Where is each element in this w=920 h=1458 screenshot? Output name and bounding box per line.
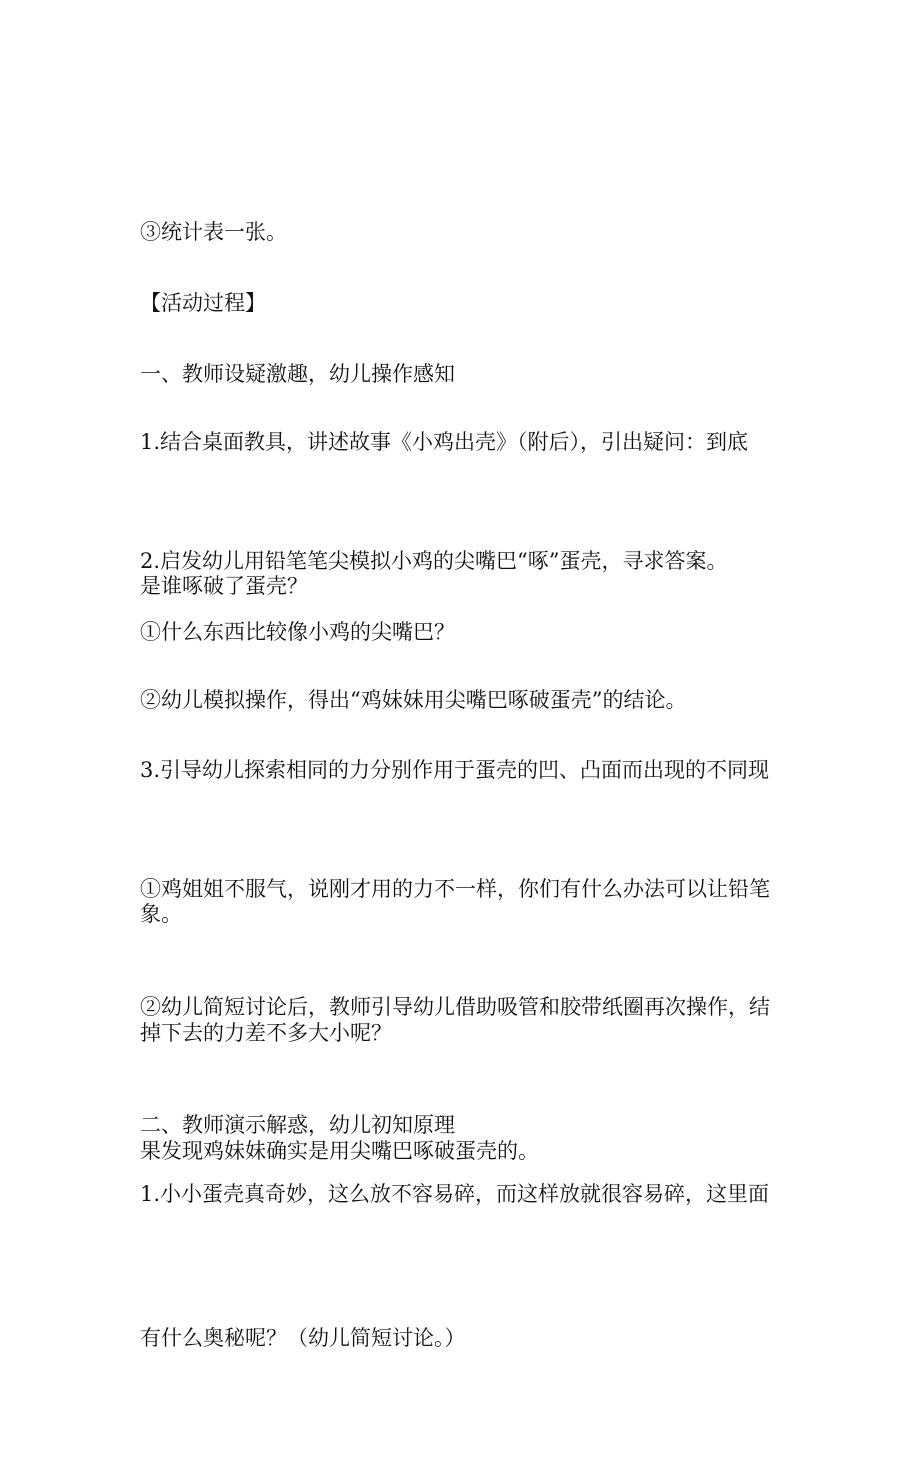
paragraph-line: 果发现鸡妹妹确实是用尖嘴巴啄破蛋壳的。: [140, 1139, 539, 1163]
paragraph-line: 1.结合桌面教具，讲述故事《小鸡出壳》（附后），引出疑问：到底: [140, 430, 749, 454]
paragraph-line: 象。: [140, 902, 182, 926]
paragraph-line: 二、教师演示解惑，幼儿初知原理: [140, 1113, 455, 1137]
paragraph-line: ②幼儿模拟操作，得出“鸡妹妹用尖嘴巴啄破蛋壳”的结论。: [140, 688, 687, 712]
paragraph-line: 【活动过程】: [140, 291, 266, 315]
paragraph-line: 是谁啄破了蛋壳？: [140, 574, 308, 598]
paragraph-line: 有什么奥秘呢？（幼儿简短讨论。）: [140, 1326, 466, 1350]
paragraph-line: 掉下去的力差不多大小呢？: [140, 1021, 392, 1045]
paragraph-line: 一、教师设疑激趣，幼儿操作感知: [140, 362, 455, 386]
paragraph-line: 3.引导幼儿探索相同的力分别作用于蛋壳的凹、凸面而出现的不同现: [140, 758, 770, 782]
paragraph-line: 1.小小蛋壳真奇妙，这么放不容易碎，而这样放就很容易碎，这里面: [140, 1182, 770, 1206]
paragraph-line: ①鸡姐姐不服气，说刚才用的力不一样，你们有什么办法可以让铅笔: [140, 877, 770, 901]
paragraph-part-2-step-1: [140, 1074, 800, 1458]
paragraph-line: ③统计表一张。: [140, 220, 287, 244]
paragraph-line: ①什么东西比较像小鸡的尖嘴巴？: [140, 620, 455, 644]
paragraph-line: 2.启发幼儿用铅笔笔尖模拟小鸡的尖嘴巴“啄”蛋壳，寻求答案。: [140, 549, 728, 573]
paragraph-line: ②幼儿简短讨论后，教师引导幼儿借助吸管和胶带纸圈再次操作，结: [140, 995, 770, 1019]
